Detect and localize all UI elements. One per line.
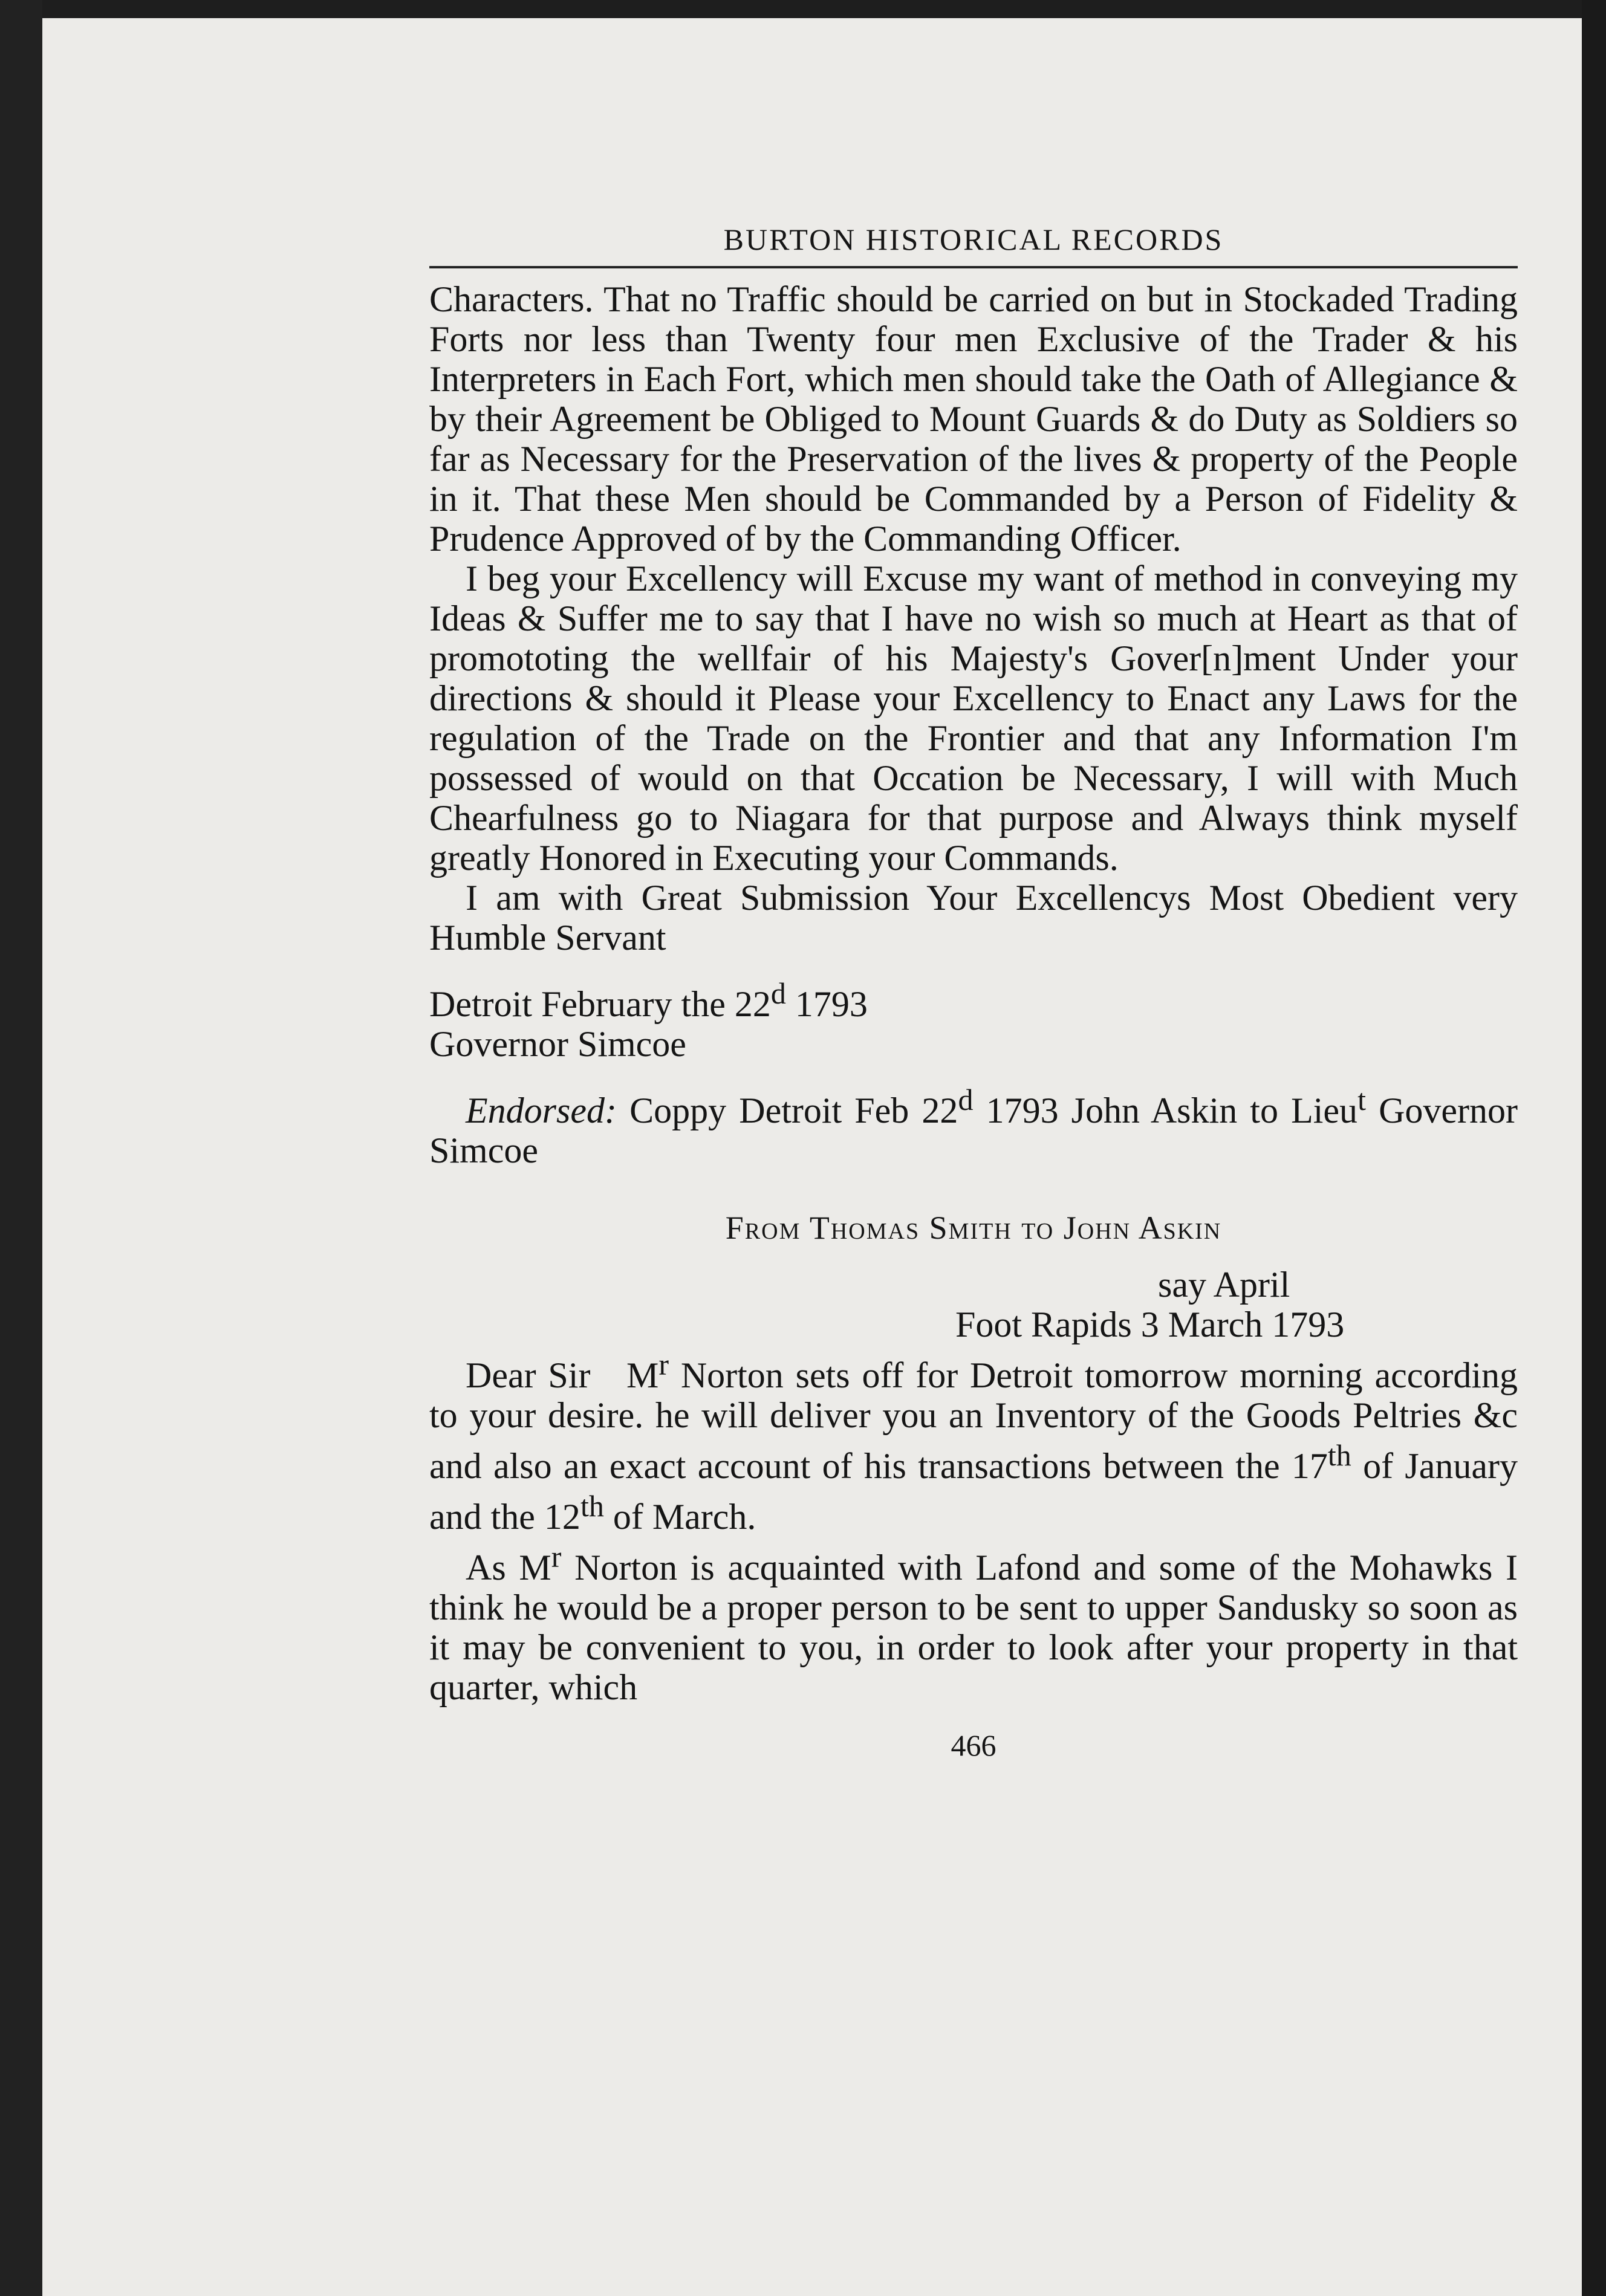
mr-superscript: r bbox=[658, 1347, 669, 1381]
scan-border-left bbox=[0, 0, 42, 2296]
paragraph-excuse: I beg your Excellency will Excuse my want of method in conveying my Ideas & Suffer me to say that I have no wish so much at Heart as that of promototing the wellfair of his Majesty's Gover[n]ment Under your directions & should it Please your Excellency to Enact any Laws for the regulation of the Trade on the Frontier and that any Information I'm possessed of would on that Occation be Necessary, I will with Much Chearfulness go to Niagara for that purpose and Always think myself greatly Honored in Executing your Commands. bbox=[429, 559, 1518, 878]
endorsed-superscript: d bbox=[958, 1083, 974, 1117]
endorsed-end: Governor Simcoe bbox=[429, 1091, 1518, 1170]
superscript-th-2: th bbox=[580, 1489, 604, 1523]
dateline-text: Detroit February the 22 bbox=[429, 984, 771, 1024]
endorsement bbox=[429, 1080, 1518, 1170]
salutation: Dear Sir bbox=[466, 1355, 591, 1395]
page-sheet bbox=[42, 18, 1582, 2296]
spacer bbox=[429, 958, 1518, 973]
paragraph-dear-sir bbox=[429, 1344, 1518, 1537]
endorsed-text: Coppy Detroit Feb 22 bbox=[629, 1091, 958, 1130]
endorsed-lieu: Lieu bbox=[1291, 1091, 1358, 1130]
paragraph-text-b: of January and the 12 bbox=[429, 1446, 1518, 1537]
mr-superscript-2: r bbox=[551, 1540, 562, 1574]
endorsed-label: Endorsed: bbox=[466, 1091, 617, 1130]
mr-abbrev: M bbox=[626, 1355, 659, 1395]
dateline bbox=[429, 973, 1518, 1024]
paragraph-text-c: of March. bbox=[613, 1497, 756, 1537]
addressee: Governor Simcoe bbox=[429, 1024, 686, 1064]
dateline-superscript: d bbox=[770, 976, 786, 1010]
scan-border-top bbox=[0, 0, 1606, 18]
superscript-th-1: th bbox=[1327, 1438, 1351, 1472]
letter-heading: From Thomas Smith to John Askin bbox=[725, 1210, 1222, 1246]
paragraph-closing: I am with Great Submission Your Excellencys Most Obedient very Humble Servant bbox=[429, 878, 1518, 958]
page-content bbox=[429, 218, 1518, 1766]
spacer bbox=[429, 1170, 1518, 1207]
as-mr: As M bbox=[466, 1548, 551, 1587]
page-number: 466 bbox=[951, 1728, 996, 1762]
paragraph-continued: Characters. That no Traffic should be carried on but in Stockaded Trading Forts nor less than Twenty four men Exclusive of the Trader & his Interpreters in Each Fort, which men should take the Oath of Allegiance & by their Agreement be Obliged to Mount Guards & do Duty as Soldiers so far as Necessary for the Preservation of the lives & property of the People in it. That these Men should be Commanded by a Person of Fidelity & Prudence Approved of by the Commanding Officer. bbox=[429, 279, 1518, 559]
paragraph-norton-text: Norton is acquainted with Lafond and some of the Mohawks I think he would be a proper person to be sent to upper Sandusky so soon as it may be convenient to you, in order to look after your property in that quarter, which bbox=[429, 1548, 1518, 1707]
spacer bbox=[429, 1249, 1518, 1265]
header-rule bbox=[429, 266, 1518, 268]
scan-border-right bbox=[1582, 0, 1606, 2296]
say-april-note: say April bbox=[1158, 1265, 1290, 1305]
endorsed-text-2: 1793 John Askin to bbox=[986, 1091, 1278, 1130]
place-date: Foot Rapids 3 March 1793 bbox=[955, 1305, 1345, 1344]
spacer bbox=[429, 1064, 1518, 1080]
endorsed-lieu-superscript: t bbox=[1357, 1083, 1366, 1117]
dateline-year: 1793 bbox=[795, 984, 868, 1024]
paragraph-norton bbox=[429, 1537, 1518, 1707]
paragraph-text-a: Norton sets off for Detroit tomorrow morning according to your desire. he will deliver you an Inventory of the Goods Peltries &c and also an exact account of his transactions between the 17 bbox=[429, 1355, 1518, 1486]
running-head: BURTON HISTORICAL RECORDS bbox=[723, 222, 1224, 256]
